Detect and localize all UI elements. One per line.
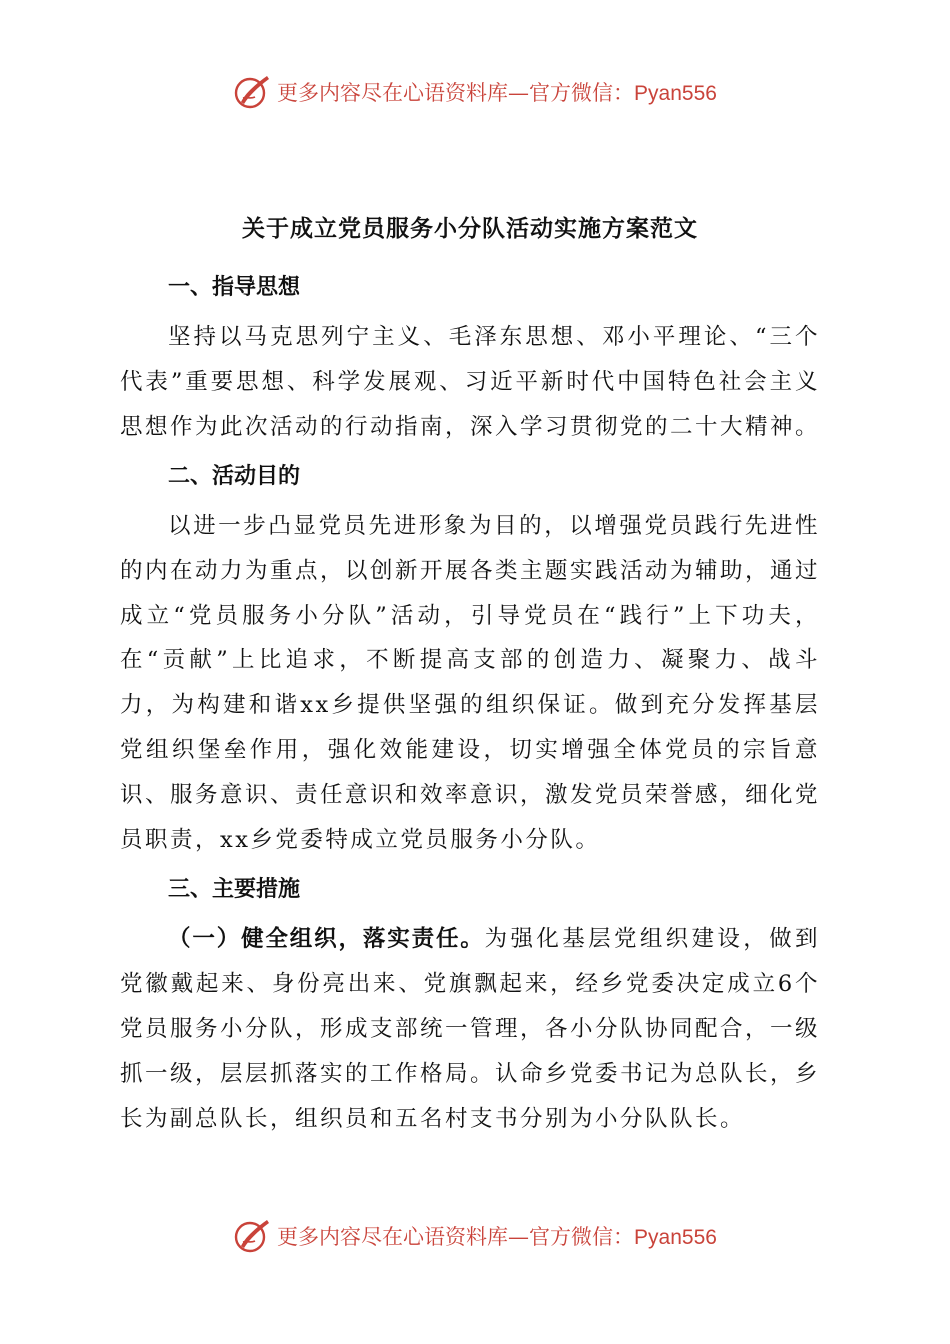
section-heading-guiding-ideology: 一、指导思想 bbox=[168, 275, 301, 300]
banner-text: 更多内容尽在心语资料库 bbox=[277, 81, 509, 105]
document-body bbox=[120, 210, 820, 1152]
banner-wechat-label: 官方微信： bbox=[529, 81, 635, 105]
measure-body-text: 为强化基层党组织建设，做到党徽戴起来、身份亮出来、党旗飘起来，经乡党委决定成立6个党员服务小分队，形成支部统一管理，各小分队协同配合，一级抓一级，层层抓落实的工作格局。认命乡党委书记为总队长，乡长为副总队长，组织员和五名村支书分别为小分队队长。 bbox=[120, 925, 821, 1132]
pen-logo-icon bbox=[233, 72, 273, 112]
banner-separator: — bbox=[508, 81, 530, 105]
banner-wechat-label: 官方微信： bbox=[529, 1225, 635, 1249]
pen-logo-icon bbox=[233, 1216, 273, 1256]
section-heading-main-measures: 三、主要措施 bbox=[168, 876, 301, 902]
measure-lead-text: （一）健全组织，落实责任。 bbox=[168, 925, 485, 952]
section-paragraph-guiding-ideology: 坚持以马克思列宁主义、毛泽东思想、邓小平理论、“三个代表”重要思想、科学发展观、习近平新时代中国特色社会主义思想作为此次活动的行动指南，深入学习贯彻党的二十大精神。 bbox=[120, 324, 821, 440]
header-banner bbox=[0, 70, 950, 114]
document-title: 关于成立党员服务小分队活动实施方案范文 bbox=[242, 216, 698, 242]
banner-wechat-id: Pyan556 bbox=[634, 82, 717, 105]
section-paragraph-main-measures bbox=[120, 917, 820, 1142]
banner-text: 更多内容尽在心语资料库 bbox=[277, 1225, 509, 1249]
banner-wechat-id: Pyan556 bbox=[634, 1226, 717, 1249]
footer-banner bbox=[0, 1214, 950, 1258]
section-paragraph-activity-purpose: 以进一步凸显党员先进形象为目的，以增强党员践行先进性的内在动力为重点，以创新开展各类主题实践活动为辅助，通过成立“党员服务小分队”活动，引导党员在“践行”上下功夫，在“贡献”上比追求，不断提高支部的创造力、凝聚力、战斗力，为构建和谐xx乡提供坚强的组织保证。做到充分发挥基层党组织堡垒作用，强化效能建设，切实增强全体党员的宗旨意识、服务意识、责任意识和效率意识，激发党员荣誉感，细化党员职责，xx乡党委特成立党员服务小分队。 bbox=[120, 512, 821, 854]
banner-separator: — bbox=[508, 1225, 530, 1249]
section-heading-activity-purpose: 二、活动目的 bbox=[168, 463, 301, 489]
